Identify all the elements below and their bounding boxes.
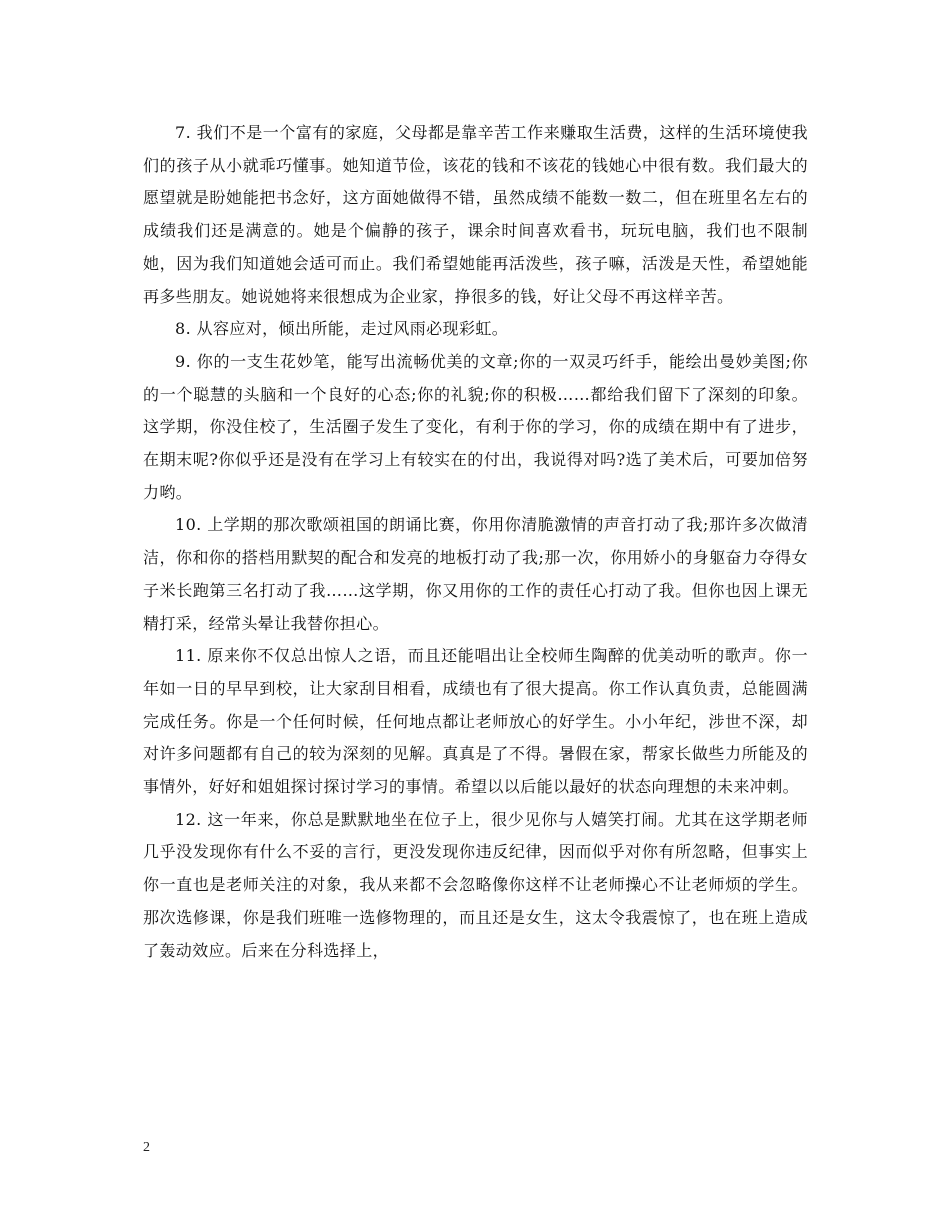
document-body [143, 117, 808, 967]
paragraph-12: 12. 这一年来，你总是默默地坐在位子上，很少见你与人嬉笑打闹。尤其在这学期老师几乎没发现你有什么不妥的言行，更没发现你违反纪律，因而似乎对你有所忽略，但事实上你一直也是老师关注的对象，我从来都不会忽略像你这样不让老师操心不让老师烦的学生。那次选修课，你是我们班唯一选修物理的，而且还是女生，这太令我震惊了，也在班上造成了轰动效应。后来在分科选择上， [143, 809, 808, 960]
paragraph-9: 9. 你的一支生花妙笔，能写出流畅优美的文章;你的一双灵巧纤手，能绘出曼妙美图;你的一个聪慧的头脑和一个良好的心态;你的礼貌;你的积极……都给我们留下了深刻的印象。这学期，你没住校了，生活圈子发生了变化，有利于你的学习，你的成绩在期中有了进步，在期末呢?你似乎还是没有在学习上有较实在的付出，我说得对吗?选了美术后，可要加倍努力哟。 [143, 351, 808, 502]
paragraph-7: 7. 我们不是一个富有的家庭，父母都是靠辛苦工作来赚取生活费，这样的生活环境使我们的孩子从小就乖巧懂事。她知道节俭，该花的钱和不该花的钱她心中很有数。我们最大的愿望就是盼她能把书念好，这方面她做得不错，虽然成绩不能数一数二，但在班里名左右的成绩我们还是满意的。她是个偏静的孩子，课余时间喜欢看书，玩玩电脑，我们也不限制她，因为我们知道她会适可而止。我们希望她能再活泼些，孩子嘛，活泼是天性，希望她能再多些朋友。她说她将来很想成为企业家，挣很多的钱，好让父母不再这样辛苦。 [143, 123, 808, 306]
paragraph-10: 10. 上学期的那次歌颂祖国的朗诵比赛，你用你清脆激情的声音打动了我;那许多次做清洁，你和你的搭档用默契的配合和发亮的地板打动了我;那一次，你用娇小的身躯奋力夺得女子米长跑第三名打动了我……这学期，你又用你的工作的责任心打动了我。但你也因上课无精打采，经常头晕让我替你担心。 [143, 515, 808, 633]
paragraph-11: 11. 原来你不仅总出惊人之语，而且还能唱出让全校师生陶醉的优美动听的歌声。你一年如一日的早早到校，让大家刮目相看，成绩也有了很大提高。你工作认真负责，总能圆满完成任务。你是一个任何时候，任何地点都让老师放心的好学生。小小年纪，涉世不深，却对许多问题都有自己的较为深刻的见解。真真是了不得。暑假在家，帮家长做些力所能及的事情外，好好和姐姐探讨探讨学习的事情。希望以以后能以最好的状态向理想的未来冲刺。 [143, 646, 808, 797]
page-number: 2 [143, 1140, 150, 1155]
paragraph-8: 8. 从容应对，倾出所能，走过风雨必现彩虹。 [175, 319, 509, 339]
